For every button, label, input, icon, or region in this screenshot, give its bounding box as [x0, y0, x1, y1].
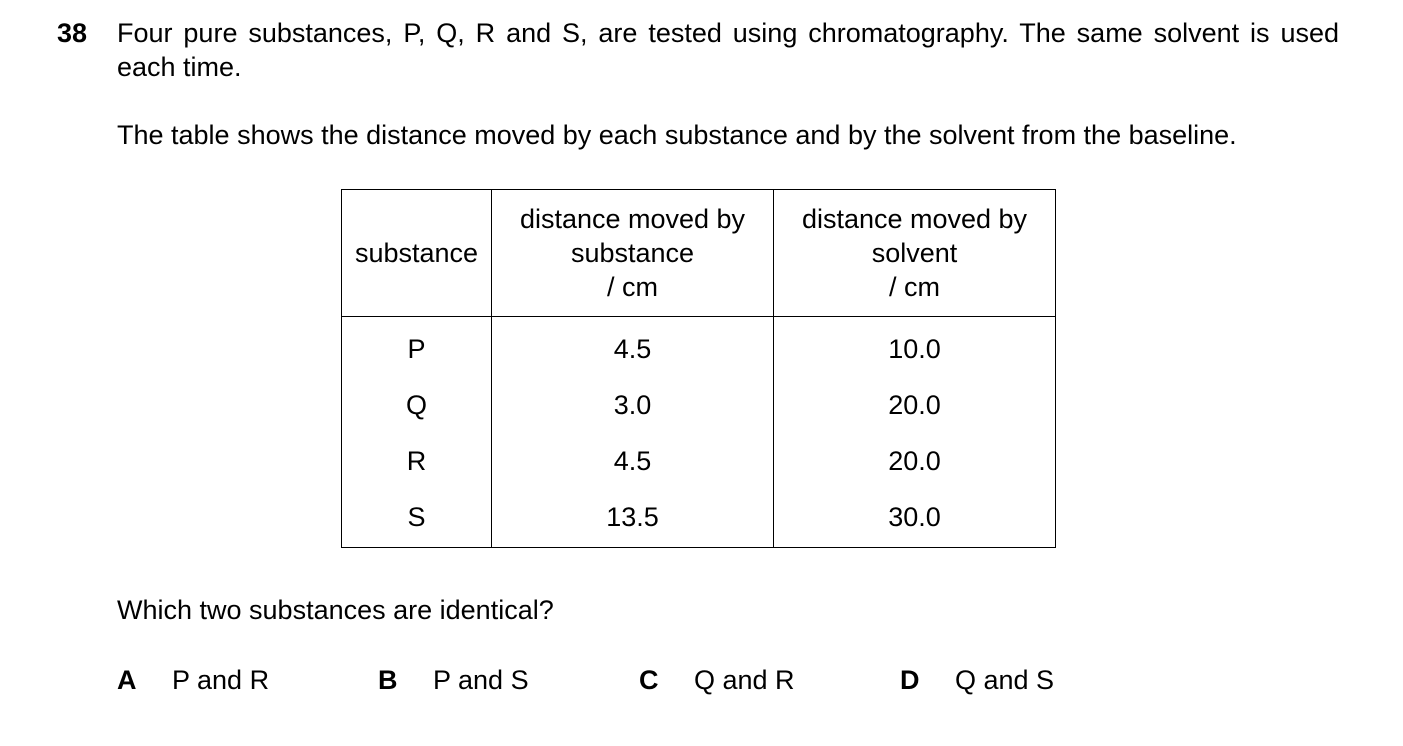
cell-solvent-distance: 20.0 — [774, 433, 1056, 489]
header-solvent-distance-line2: solvent — [871, 238, 958, 268]
table-row — [342, 317, 1056, 378]
option-b[interactable] — [378, 663, 529, 697]
question-prompt: Which two substances are identical? — [117, 595, 554, 625]
header-substance-label: substance — [354, 238, 479, 268]
cell-substance-distance: 3.0 — [492, 377, 774, 433]
option-c-letter: C — [639, 665, 659, 695]
question-number: 38 — [57, 18, 88, 48]
table-row — [342, 489, 1056, 548]
table-row — [342, 433, 1056, 489]
table-intro-text: The table shows the distance moved by each substance and by the solvent from the baseline. — [117, 120, 1237, 150]
results-table — [341, 189, 1056, 548]
header-solvent-distance-unit: / cm — [889, 272, 940, 302]
cell-solvent-distance: 20.0 — [774, 377, 1056, 433]
header-substance-distance — [492, 190, 774, 317]
cell-substance: P — [342, 317, 492, 378]
option-a[interactable] — [117, 663, 269, 697]
header-substance — [342, 190, 492, 317]
header-substance-distance-line1: distance moved by — [519, 204, 746, 234]
option-d-letter: D — [900, 665, 920, 695]
cell-substance-distance: 13.5 — [492, 489, 774, 548]
question-stem: Four pure substances, P, Q, R and S, are tested using chromatography. The same solvent is used each time. — [117, 18, 1339, 82]
cell-substance: Q — [342, 377, 492, 433]
cell-substance-distance: 4.5 — [492, 317, 774, 378]
table-header-row — [342, 190, 1056, 317]
cell-substance: R — [342, 433, 492, 489]
option-a-letter: A — [117, 665, 137, 695]
option-c[interactable] — [639, 663, 795, 697]
option-b-letter: B — [378, 665, 398, 695]
header-substance-distance-unit: / cm — [607, 272, 658, 302]
header-solvent-distance-line1: distance moved by — [801, 204, 1028, 234]
option-d-text: Q and S — [955, 665, 1055, 695]
header-substance-distance-line2: substance — [570, 238, 695, 268]
option-d[interactable] — [900, 663, 1054, 697]
header-solvent-distance — [774, 190, 1056, 317]
option-b-text: P and S — [433, 665, 529, 695]
cell-substance-distance: 4.5 — [492, 433, 774, 489]
option-c-text: Q and R — [694, 665, 795, 695]
cell-solvent-distance: 30.0 — [774, 489, 1056, 548]
table-row — [342, 377, 1056, 433]
cell-substance: S — [342, 489, 492, 548]
option-a-text: P and R — [172, 665, 270, 695]
cell-solvent-distance: 10.0 — [774, 317, 1056, 378]
